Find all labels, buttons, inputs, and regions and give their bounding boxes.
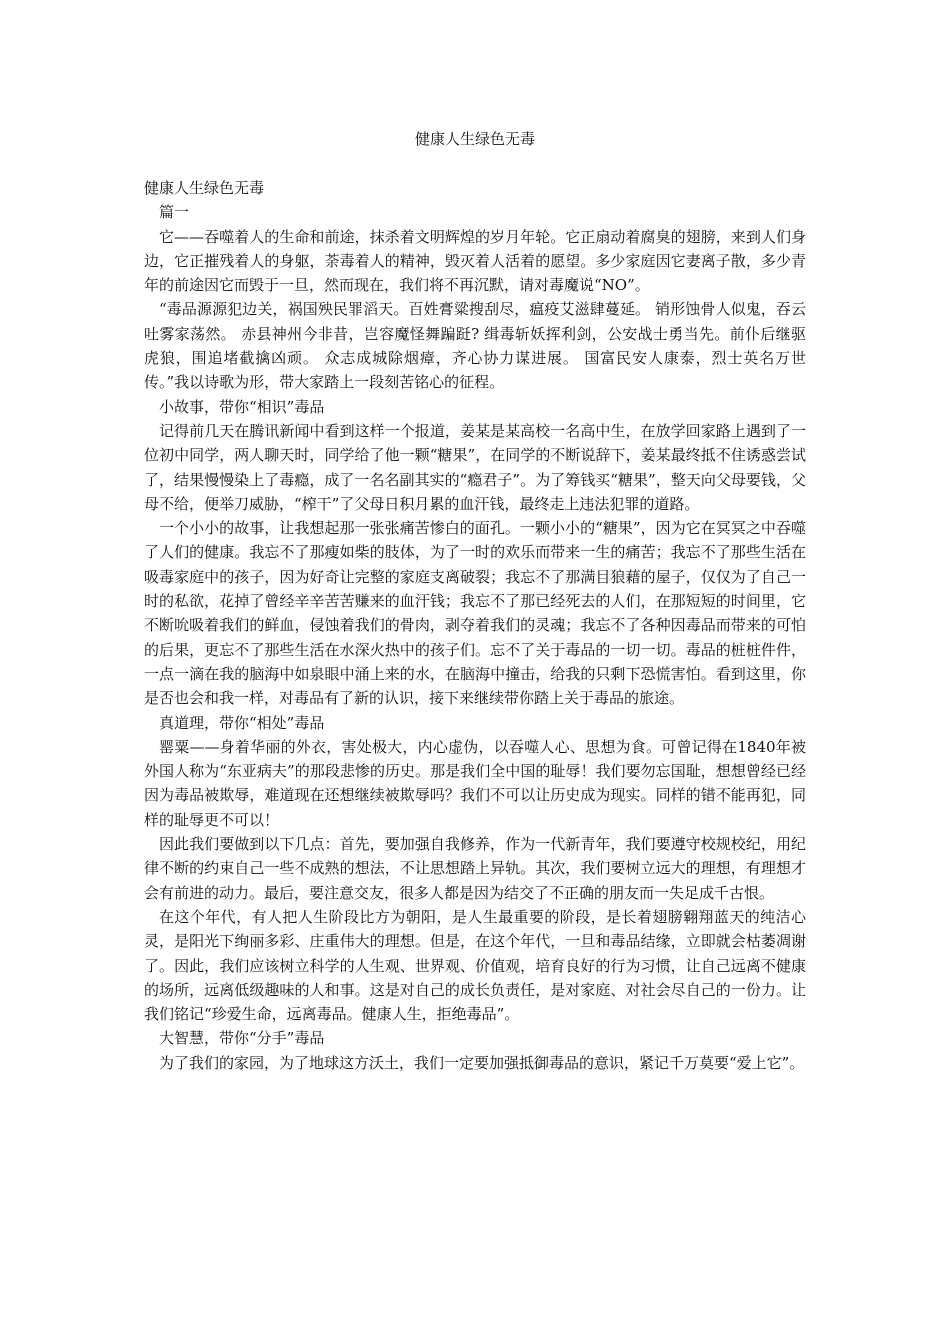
paragraph: 为了我们的家园，为了地球这方沃土，我们一定要加强抵御毒品的意识，紧记千万莫要“爱上它”。 [159, 1053, 805, 1072]
paragraph: 一个小小的故事，让我想起那一张张痛苦惨白的面孔。一颗小小的“糖果”，因为它在冥冥之中吞噬了人们的健康。我忘不了那瘦如柴的肢体，为了一时的欢乐而带来一生的痛苦；我忘不了那些生活在吸毒家庭中的孩子，因为好奇让完整的家庭支离破裂；我忘不了那满目狼藉的屋子，仅仅为了自己一时的私欲，花掉了曾经辛辛苦苦赚来的血汗钱；我忘不了那已经死去的人们，在那短短的时间里，它不断吮吸着我们的鲜血，侵蚀着我们的骨肉，剥夺着我们的灵魂；我忘不了各种因毒品而带来的可怕的后果，更忘不了那些生活在水深火热中的孩子们。忘不了关于毒品的一切一切。毒品的桩桩件件，一点一滴在我的脑海中如泉眼中涌上来的水，在脑海中撞击，给我的只剩下恐慌害怕。看到这里，你是否也会和我一样，对毒品有了新的认识，接下来继续带你踏上关于毒品的旅途。 [144, 519, 806, 708]
paragraph: 在这个年代，有人把人生阶段比方为朝阳，是人生最重要的阶段，是长着翅膀翱翔蓝天的纯洁心灵，是阳光下绚丽多彩、庄重伟大的理想。但是，在这个年代，一旦和毒品结缘，立即就会枯萎凋谢了。因此，我们应该树立科学的人生观、世界观、价值观，培育良好的行为习惯，让自己远离不健康的场所，远离低级趣味的人和事。这是对自己的成长负责任，是对家庭、对社会尽自己的一份力。让我们铭记“珍爱生命，远离毒品。健康人生，拒绝毒品”。 [144, 907, 806, 1024]
paragraph: 它——吞噬着人的生命和前途，抹杀着文明辉煌的岁月年轮。它正扇动着腐臭的翅膀，来到人们身边，它正摧残着人的身躯，荼毒着人的精神，毁灭着人活着的愿望。多少家庭因它妻离子散，多少青年的前途因它而毁于一旦，然而现在，我们将不再沉默，请对毒魔说“NO”。 [144, 227, 806, 295]
section-heading: 小故事，带你“相识”毒品 [159, 397, 325, 416]
document-body [144, 176, 806, 1075]
paragraph: 因此我们要做到以下几点：首先，要加强自我修养，作为一代新青年，我们要遵守校规校纪，用纪律不断的约束自己一些不成熟的想法，不让思想踏上异轨。其次，我们要树立远大的理想，有理想才会有前进的动力。最后，要注意交友，很多人都是因为结交了不正确的朋友而一失足成千古恨。 [144, 835, 806, 902]
document-subtitle: 健康人生绿色无毒 [144, 179, 265, 197]
section-heading: 真道理，带你“相处”毒品 [159, 713, 325, 732]
paragraph-poem: “毒品源源犯边关，祸国殃民罪滔天。百姓膏粱搜刮尽，瘟疫艾滋肆蔓延。 销形蚀骨人似鬼，吞云吐雾家荡然。 赤县神州今非昔，岂容魔怪舞蹁跹? 缉毒斩妖挥利剑，公安战士勇当先。前仆后继驱虎狼，围追堵截擒凶顽。 众志成城除烟瘴，齐心协力谋进展。 国富民安人康泰，烈士英名万世传。”我以诗歌为形，带大家踏上一段刻苦铭心的征程。 [144, 300, 806, 392]
section-heading: 大智慧，带你“分手”毒品 [159, 1029, 325, 1048]
paragraph: 记得前几天在腾讯新闻中看到这样一个报道，姜某是某高校一名高中生，在放学回家路上遇到了一位初中同学，两人聊天时，同学给了他一颗“糖果”，在同学的不断说辞下，姜某最终抵不住诱惑尝试了，结果慢慢染上了毒瘾，成了一名名副其实的“瘾君子”。为了筹钱买“糖果”，整天向父母要钱，父母不给，便举刀威胁，“榨干”了父母日积月累的血汗钱，最终走上违法犯罪的道路。 [144, 421, 806, 513]
paragraph: 罂粟——身着华丽的外衣，害处极大，内心虚伪，以吞噬人心、思想为食。可曾记得在1840年被外国人称为“东亚病夫”的那段悲惨的历史。那是我们全中国的耻辱！我们要勿忘国耻，想想曾经已经因为毒品被欺辱，难道现在还想继续被欺辱吗？我们不可以让历史成为现实。同样的错不能再犯，同样的耻辱更不可以！ [144, 737, 806, 829]
paragraph-section-label: 篇一 [159, 203, 190, 222]
page-title: 健康人生绿色无毒 [414, 130, 535, 148]
